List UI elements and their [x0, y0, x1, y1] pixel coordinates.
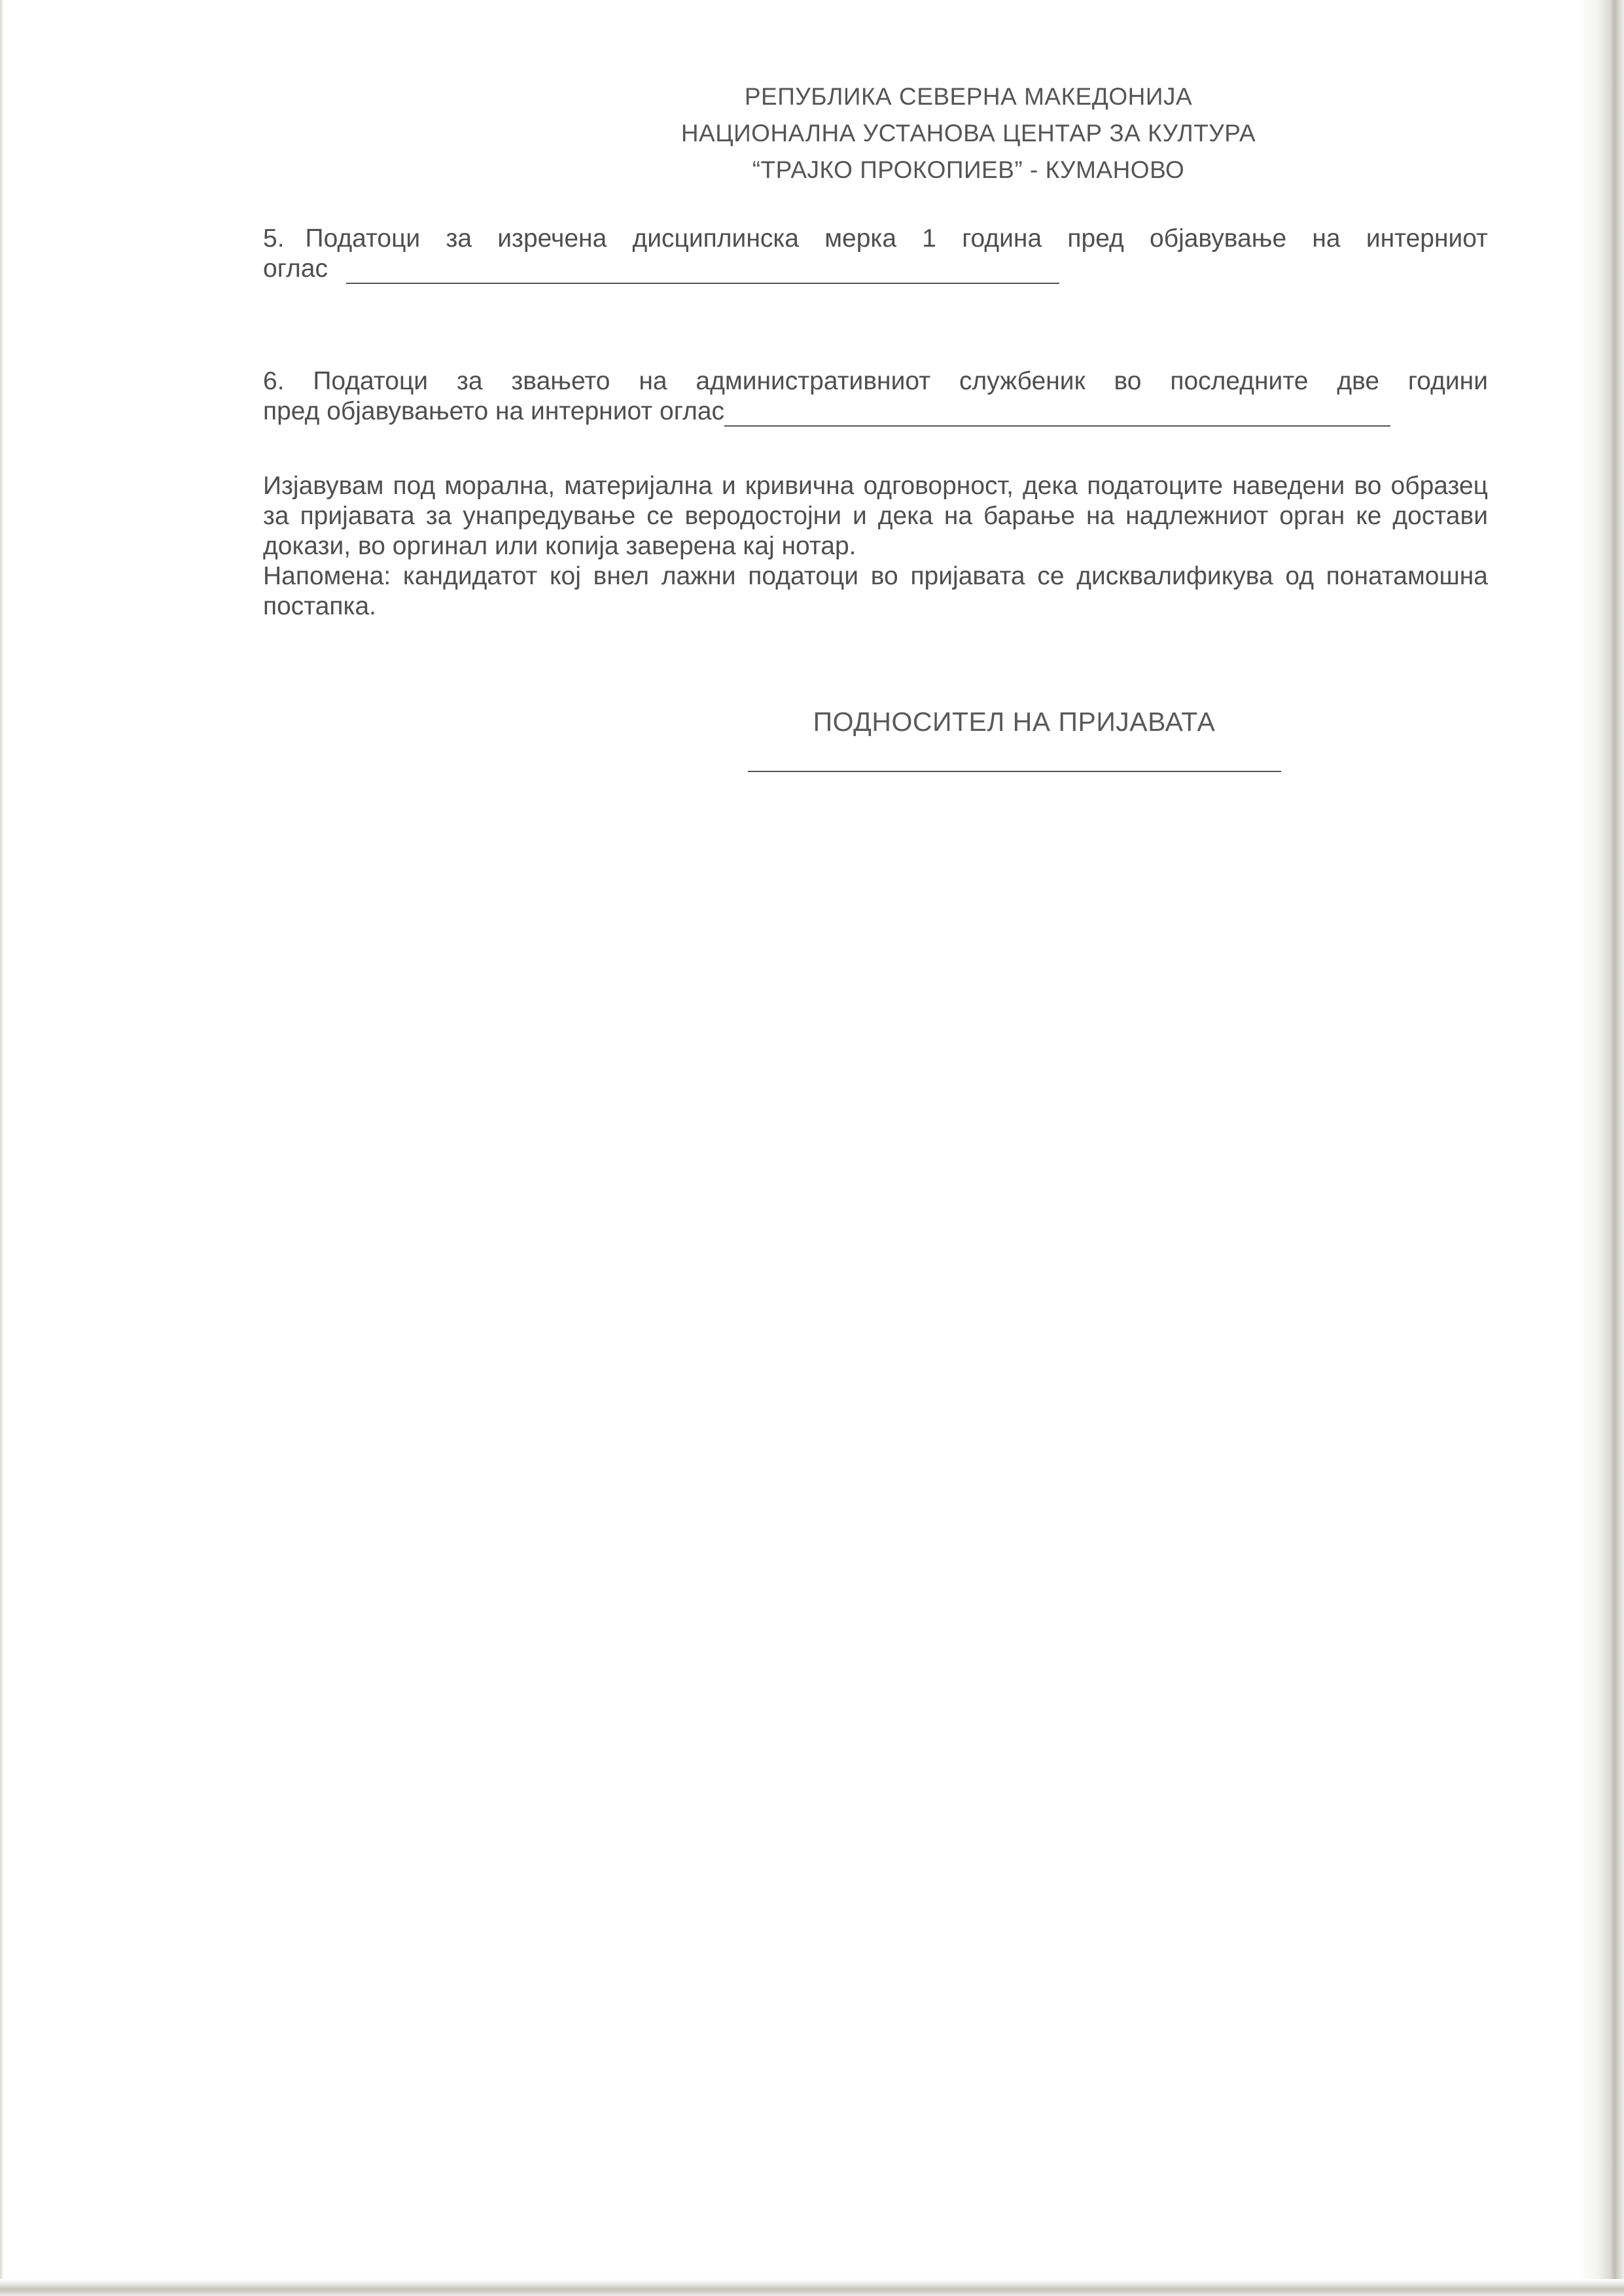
signature-label: ПОДНОСИТЕЛ НА ПРИЈАВАТА	[813, 707, 1216, 737]
item-5-number: 5.	[263, 224, 285, 253]
scan-edge-right	[1578, 0, 1624, 2296]
item-5-text: Податоци за изречена дисциплинска мерка 1 година пред објавување на интерниот	[305, 224, 1488, 253]
item-6-second-line	[263, 397, 1488, 427]
declaration-text: Изјавувам под морална, материјална и кривична одговорност, дека податоците наведени во образец за пријавата за унапредување се веродостојни и дека на барање на надлежниот орган ке достави докази, во оргинал или копија заверена кај нотар.	[263, 472, 1488, 560]
item-6-first-line	[263, 366, 1488, 397]
item-6-text: 6. Податоци за звањето на административниот службеник во последните две години	[263, 367, 1488, 395]
header-location: “ТРАЈКО ПРОКОПИЕВ” - КУМАНОВО	[752, 156, 1185, 183]
scan-edge-bottom	[0, 2279, 1624, 2296]
item-6-answer-blank[interactable]	[724, 403, 1390, 427]
document-body	[263, 224, 1488, 622]
declaration-note: Напомена: кандидатот кој внел лажни податоци во пријавата се дисквалификува од понатамошна постапка.	[263, 562, 1488, 620]
header-institution: НАЦИОНАЛНА УСТАНОВА ЦЕНТАР ЗА КУЛТУРА	[680, 120, 1256, 147]
item-5-answer-blank[interactable]	[346, 260, 1059, 284]
item-6	[263, 366, 1488, 427]
scan-edge-left	[0, 0, 4, 2296]
item-6-continuation: пред објавувањето на интерниот оглас	[263, 397, 725, 425]
item-5-continuation: оглас	[263, 255, 328, 283]
header-country: РЕПУБЛИКА СЕВЕРНА МАКЕДОНИЈА	[744, 83, 1193, 110]
signature-line[interactable]	[748, 771, 1281, 772]
document-header	[576, 79, 1361, 188]
item-5-second-line	[263, 254, 1488, 284]
item-5-first-line	[263, 224, 1488, 254]
item-5	[263, 224, 1488, 284]
